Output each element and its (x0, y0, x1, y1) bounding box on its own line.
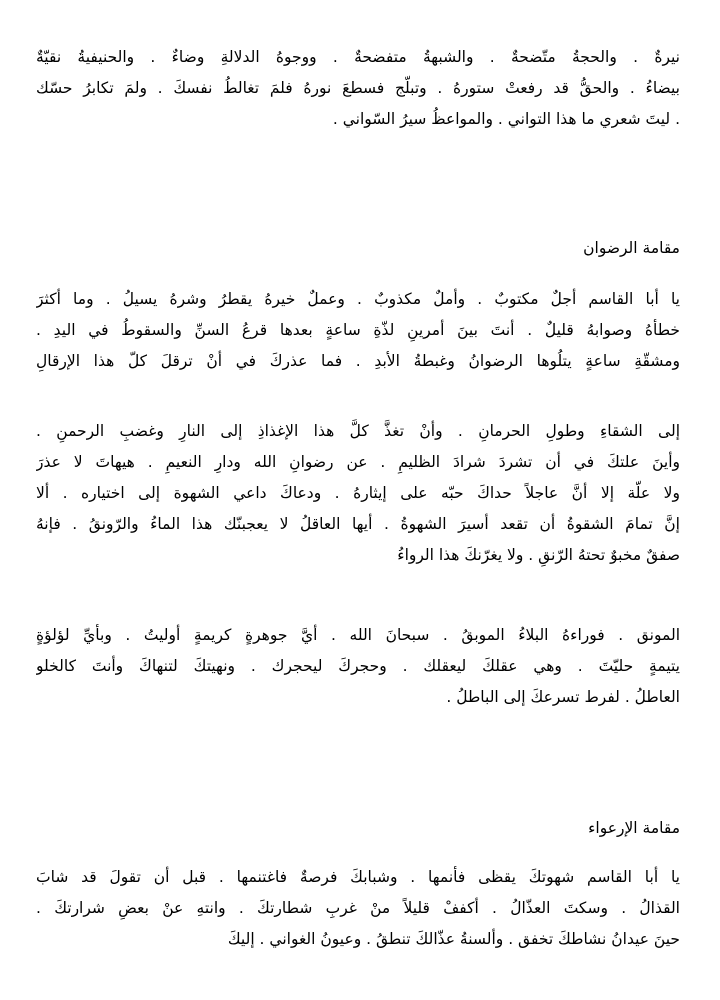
section-heading-irawaa: مقامة الإرعواء (588, 819, 680, 837)
text-line: بيضاءُ . والحقُّ قد رفعتْ ستورهُ . وتبلّج فسطعَ نورهُ فلمَ تغالطُ نفسكَ . ولمَ تكابرُ حسّك (36, 79, 680, 97)
text-line: إلى الشقاءِ وطولِ الحرمانِ . وأنْ تغذَّ كلَّ هذا الإغذاذِ إلى النارِ وغضبِ الرحمنِ . (36, 422, 680, 440)
text-line: نيرةٌ . والحجةُ متّضحةٌ . والشبهةُ متفضحةٌ . ووجوهُ الدلالةِ وضاءٌ . والحنيفيةُ نقيّةٌ (36, 48, 680, 66)
text-line: صفقٌ مخبوٌ تحتهُ الرّنقِ . ولا يغرّنكَ هذا الرواءُ (397, 546, 680, 564)
text-line: وأينَ علتكَ في أن تشردَ شرادَ الظليمِ . عن رضوانِ الله ودارِ النعيمِ . هيهاتَ لا عذرَ (36, 453, 680, 471)
text-line: ولا علّة إلا أنَّ عاجلاً حداكَ حبّه على إيثارهُ . ودعاكَ داعي الشهوة إلى اختياره . ألا (36, 484, 680, 502)
ridwan-paragraph-1 (36, 284, 680, 377)
intro-paragraph (36, 42, 680, 135)
text-line: إنَّ تمامَ الشقوةُ أن تقعد أسيرَ الشهوةُ . أيها العاقلُ لا يعجبنّك هذا الماءُ والرّونقُ . فإنهُ (36, 515, 680, 533)
text-line: خطأهُ وصوابهُ قليلٌ . أنتَ بينَ أمرينِ لذّةِ ساعةٍ بعدها قرعُ السنِّ والسقوطُ في اليدِ . (36, 321, 680, 339)
text-line: ومشقّةِ ساعةٍ يتلُوها الرضوانُ وغبطةُ الأبدِ . فما عذركَ في أنْ ترقلَ كلّ هذا الإرقالِ (36, 352, 680, 370)
text-line: المونق . فوراءهُ البلاءُ الموبقُ . سبحانَ الله . أيَّ جوهرةٍ كريمةٍ أوليتُ . وبأيِّ لؤلؤةٍ (36, 626, 680, 644)
text-line: العاطلُ . لفرط تسرعكَ إلى الباطلُ . (446, 688, 680, 706)
text-line: يا أبا القاسم أجلٌ مكتوبٌ . وأملٌ مكذوبٌ . وعملٌ خيرهُ يقطرُ وشرهُ يسيلُ . وما أكثرَ (36, 290, 680, 308)
ridwan-paragraph-3 (36, 620, 680, 713)
text-line: يا أبا القاسم شهوتكَ يقظى فأنمها . وشبابكَ فرصةٌ فاغتنمها . قبل أن تقولَ قد شابَ (36, 868, 680, 886)
text-line: . ليتَ شعري ما هذا التواني . والمواعظُ سيرُ السّواني . (332, 110, 680, 128)
irawaa-paragraph-1 (36, 862, 680, 955)
ridwan-paragraph-2 (36, 416, 680, 571)
text-line: حينَ عيدانُ نشاطكَ تخفق . وألسنةُ عذّالكَ تنطقُ . وعيونُ الغواني . إليكَ (227, 930, 680, 948)
text-line: يتيمةٍ حليّتَ . وهي عقلكَ ليعقلك . وحجركَ ليحجرك . ونهيتكَ لتنهاكَ وأنتَ كالخلو (36, 657, 680, 675)
text-line: القذالُ . وسكتَ العذّالُ . أكففْ قليلاً منْ غربِ شطارتكَ . وانتهِ عنْ بعضِ شرارتكَ . (36, 899, 680, 917)
section-heading-ridwan: مقامة الرضوان (583, 239, 680, 257)
